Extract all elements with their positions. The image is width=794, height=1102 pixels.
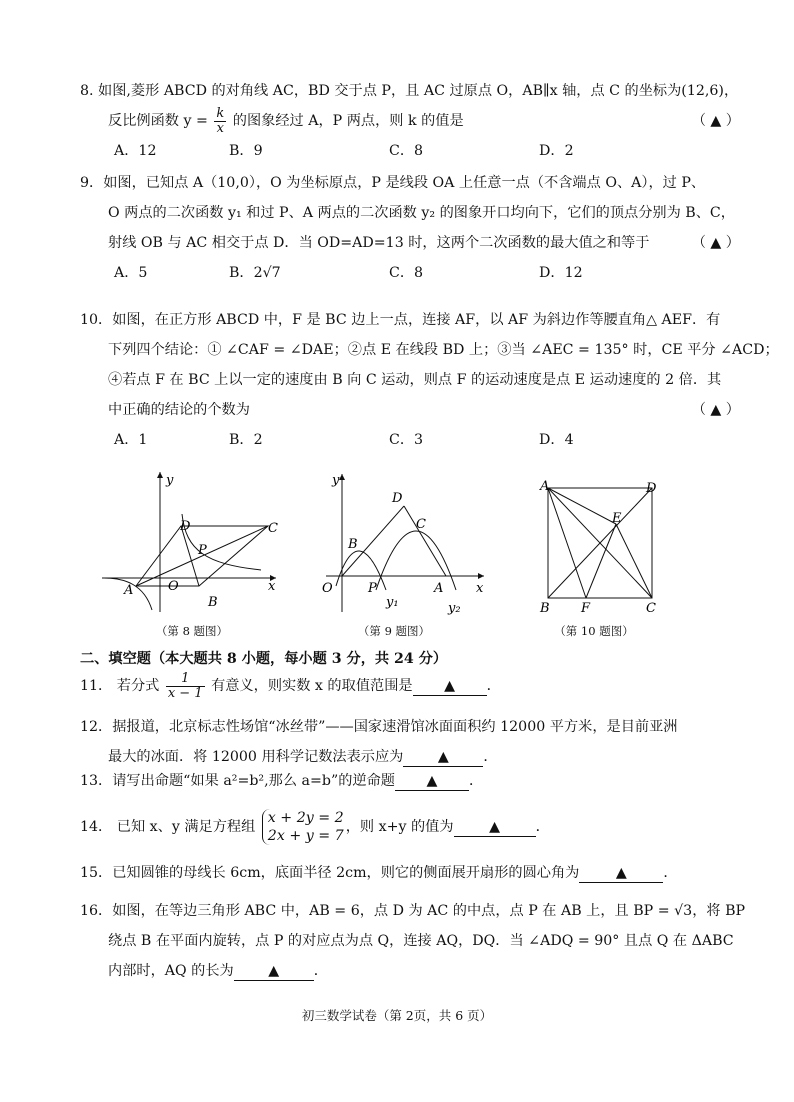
q10-choice-b: B．2 — [229, 432, 263, 448]
q9-choices — [80, 258, 740, 288]
q8-choice-d: D．2 — [539, 143, 574, 159]
q11-line — [80, 671, 740, 701]
q9-choice-c: C．8 — [389, 265, 424, 281]
q8-answer-mark: （ ▲ ） — [691, 113, 740, 129]
fig10-label-b: B — [540, 601, 550, 616]
question-12 — [80, 712, 740, 772]
q16-end: ． — [313, 963, 328, 979]
q9-answer-mark: （ ▲ ） — [691, 235, 740, 251]
q10-choice-c: C．3 — [389, 432, 424, 448]
fig8-label-p: P — [198, 543, 207, 558]
q11-before: 11． 若分式 — [80, 678, 164, 694]
q16-line3 — [80, 956, 740, 986]
q15-answer-blank[interactable]: ▲ — [579, 864, 663, 883]
q14-eq2: 2x + y = 7 — [267, 828, 344, 844]
q14-before: 14． 已知 x、y 满足方程组 — [80, 819, 260, 835]
q14-answer-blank[interactable]: ▲ — [454, 818, 536, 837]
question-8 — [80, 76, 740, 166]
fig10-label-e: E — [612, 511, 622, 526]
q8-choice-a: A．12 — [114, 143, 157, 159]
q16-line3-text: 内部时，AQ 的长为 — [108, 963, 234, 979]
q8-choices — [80, 136, 740, 166]
q16-answer-blank[interactable]: ▲ — [234, 962, 314, 981]
q8-fraction — [214, 107, 226, 136]
q10-choice-d: D．4 — [539, 432, 574, 448]
fig9-label-p: P — [368, 581, 377, 596]
q8-frac-num: k — [216, 105, 225, 121]
q9-line3-wrap — [80, 228, 740, 258]
q14-end: ． — [535, 819, 550, 835]
q9-choice-d: D．12 — [539, 265, 583, 281]
q9-choice-a: A．5 — [114, 265, 148, 281]
fig8-label-o: O — [168, 579, 179, 594]
q11-fraction — [166, 672, 205, 701]
q9-line3: 射线 OB 与 AC 相交于点 D．当 OD=AD=13 时，这两个二次函数的最大值之和等于 — [108, 235, 650, 251]
q12-answer-blank[interactable]: ▲ — [403, 748, 483, 767]
q9-line2: O 两点的二次函数 y₁ 和过 P、A 两点的二次函数 y₂ 的图象开口均向下，它们的顶点分别为 B、C， — [108, 205, 735, 221]
q12-line1: 12．据报道，北京标志性场馆“冰丝带”——国家速滑馆冰面面积约 12000 平方米，是目前亚洲 — [80, 719, 678, 735]
fig9-label-x: x — [476, 581, 484, 596]
q13-line — [80, 766, 740, 796]
q8-choice-b: B．9 — [229, 143, 263, 159]
fig8-label-y: y — [166, 473, 174, 488]
question-9 — [80, 168, 740, 288]
fig10-segment-fe — [586, 524, 616, 598]
fig8-caption: （第 8 题图） — [155, 624, 229, 638]
fig8-label-a: A — [124, 583, 134, 598]
fig9-label-c: C — [416, 517, 426, 532]
q14-after: ，则 x+y 的值为 — [345, 819, 454, 835]
q8-line2-before: 反比例函数 y = — [108, 113, 213, 129]
question-10 — [80, 305, 779, 455]
q10-line4: 中正确的结论的个数为 — [108, 402, 250, 418]
q11-frac-num: 1 — [166, 672, 205, 687]
fig10-segment-ec — [616, 524, 652, 598]
fig10-label-d: D — [646, 481, 657, 496]
fig8-y-arrow — [157, 472, 163, 478]
q14-line — [80, 804, 740, 850]
fig8-label-b: B — [208, 595, 218, 610]
fig9-y-arrow — [339, 474, 345, 480]
figure-8 — [96, 466, 286, 616]
fig9-label-b: B — [348, 537, 358, 552]
q8-line2-after: 的图象经过 A，P 两点，则 k 的值是 — [228, 113, 464, 129]
question-14 — [80, 804, 740, 850]
q11-frac-den: x − 1 — [167, 685, 203, 701]
fig10-label-f: F — [581, 601, 591, 616]
q15-line — [80, 858, 740, 888]
question-13 — [80, 766, 740, 796]
question-16 — [80, 896, 746, 986]
fig9-label-d: D — [392, 491, 403, 506]
q15-text: 15．已知圆锥的母线长 6cm，底面半径 2cm，则它的侧面展开扇形的圆心角为 — [80, 865, 580, 881]
q14-eq1: x + 2y = 2 — [267, 810, 344, 826]
q11-after: 有意义，则实数 x 的取值范围是 — [206, 678, 413, 694]
q9-line1: 9．如图，已知点 A（10,0），O 为坐标原点，P 是线段 OA 上任意一点（不含端点 O、A），过 P、 — [80, 175, 706, 191]
q10-choices — [80, 425, 740, 455]
q14-equation-system — [262, 809, 344, 845]
fig9-label-a: A — [434, 581, 444, 596]
fig10-segment-af — [548, 488, 586, 598]
q16-line1: 16．如图，在等边三角形 ABC 中，AB = 6，点 D 为 AC 的中点，点 P 在 AB 上，且 BP = √3，将 BP — [80, 903, 746, 919]
section-2-title: 二、填空题（本大题共 8 小题，每小题 3 分，共 24 分） — [80, 651, 448, 667]
fig8-label-x: x — [268, 579, 276, 594]
fig9-label-y: y — [332, 473, 340, 488]
q10-line1: 10．如图，在正方形 ABCD 中，F 是 BC 边上一点，连接 AF，以 AF 为斜边作等腰直角△ AEF．有 — [80, 312, 721, 328]
q11-answer-blank[interactable]: ▲ — [413, 677, 487, 696]
q15-end: ． — [663, 865, 678, 881]
question-15 — [80, 858, 740, 888]
q8-frac-den: x — [216, 120, 224, 136]
q8-line2 — [80, 106, 740, 136]
q12-end: ． — [483, 749, 498, 765]
fig10-label-c: C — [646, 601, 656, 616]
q13-end: ． — [468, 773, 484, 789]
fig9-caption: （第 9 题图） — [357, 624, 431, 638]
q13-answer-blank[interactable]: ▲ — [395, 772, 469, 791]
fig8-label-c: C — [268, 521, 278, 536]
q10-answer-mark: （ ▲ ） — [691, 402, 740, 418]
fig10-caption: （第 10 题图） — [554, 624, 634, 638]
fig9-parabola-y2 — [376, 531, 456, 590]
fig10-label-a: A — [540, 479, 550, 494]
fig9-label-y1: y₁ — [386, 595, 399, 610]
fig8-label-d: D — [180, 519, 191, 534]
fig9-label-y2: y₂ — [448, 601, 461, 616]
q10-choice-a: A．1 — [114, 432, 148, 448]
q10-line3: ④若点 F 在 BC 上以一定的速度由 B 向 C 运动，则点 F 的运动速度是点 E 运动速度的 2 倍．其 — [108, 372, 722, 388]
q9-choice-b: B．2√7 — [229, 265, 281, 281]
page-footer: 初三数学试卷（第 2页，共 6 页） — [301, 1008, 493, 1023]
question-11 — [80, 671, 740, 701]
q8-line1: 8. 如图,菱形 ABCD 的对角线 AC，BD 交于点 P，且 AC 过原点 O，AB∥x 轴，点 C 的坐标为(12,6)， — [80, 83, 739, 99]
q10-line2: 下列四个结论：① ∠CAF = ∠DAE；②点 E 在线段 BD 上；③当 ∠AEC = 135° 时，CE 平分 ∠ACD； — [108, 342, 779, 358]
q12-line2-text: 最大的冰面．将 12000 用科学记数法表示应为 — [108, 749, 404, 765]
q8-choice-c: C．8 — [389, 143, 424, 159]
q10-line4-wrap — [80, 395, 740, 425]
fig9-label-o: O — [322, 581, 333, 596]
fig9-x-arrow — [478, 573, 484, 579]
figure-9 — [316, 466, 496, 616]
q16-line2: 绕点 B 在平面内旋转，点 P 的对应点为点 Q，连接 AQ，DQ．当 ∠ADQ = 90° 且点 Q 在 ΔABC — [108, 933, 734, 949]
fig8-diagonal-bd — [181, 526, 199, 586]
figure-10 — [536, 476, 666, 616]
q11-end: ． — [486, 678, 501, 694]
q13-text: 13．请写出命题“如果 a²=b²,那么 a=b”的逆命题 — [80, 773, 395, 789]
